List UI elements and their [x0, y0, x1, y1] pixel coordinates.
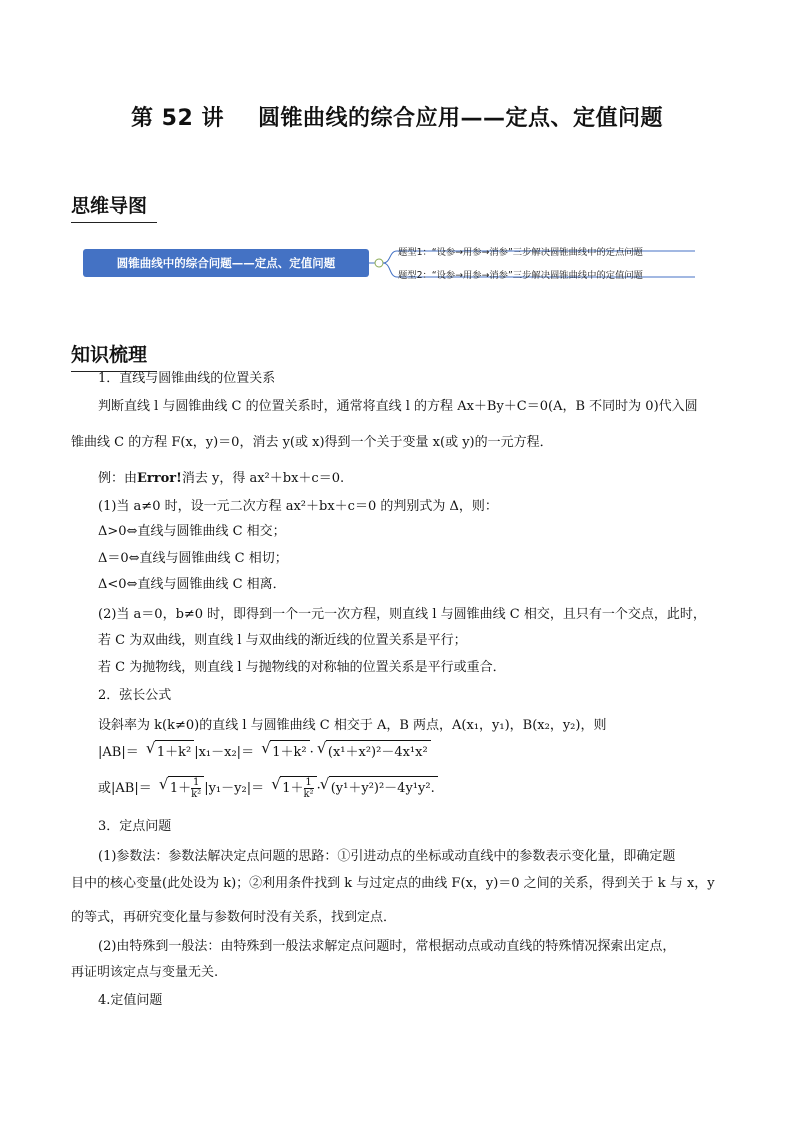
- lecture-topic: 圆锥曲线的综合应用——定点、定值问题: [257, 106, 663, 131]
- paragraph-1a: 判断直线 l 与圆锥曲线 C 的位置关系时，通常将直线 l 的方程 Ax＋By＋C＝0(A，B 不同时为 0)代入圆: [98, 399, 698, 414]
- section-mindmap: [71, 191, 147, 218]
- section-knowledge: [71, 340, 147, 367]
- paragraph-3c: 的等式，再研究变化量与参数何时没有关系，找到定点．: [71, 910, 397, 925]
- formula-1: |AB|＝ √ 1＋k² |x₁－x₂|＝ √ 1＋k² · √ (x¹＋x²)²－4x¹x²: [98, 740, 431, 765]
- mind-map: [83, 237, 703, 287]
- case-2b: 若 C 为抛物线，则直线 l 与抛物线的对称轴的位置关系是平行或重合．: [98, 660, 506, 675]
- case-1: (1)当 a≠0 时，设一元二次方程 ax²＋bx＋c＝0 的判别式为 Δ，则：: [98, 499, 498, 514]
- paragraph-2: 设斜率为 k(k≠0)的直线 l 与圆锥曲线 C 相交于 A，B 两点，A(x₁，y₁)，B(x₂，y₂)，则: [98, 718, 607, 733]
- heading-fixed-value: 4.定值问题: [98, 993, 163, 1008]
- mind-map-branch-1: 题型1：“设参→用参→消参”三步解决圆锥曲线中的定点问题: [398, 247, 643, 258]
- mind-map-branch-2: 题型2：“设参→用参→消参”三步解决圆锥曲线中的定值问题: [398, 270, 643, 281]
- mind-map-root: 圆锥曲线中的综合问题——定点、定值问题: [83, 249, 369, 277]
- paragraph-4a: (2)由特殊到一般法：由特殊到一般法求解定点问题时，常根据动点或动直线的特殊情况探索出定点，: [98, 939, 676, 954]
- paragraph-1b: 锥曲线 C 的方程 F(x，y)＝0，消去 y(或 x)得到一个关于变量 x(或 y)的一元方程．: [71, 435, 553, 450]
- section-mindmap-label: 思维导图: [71, 195, 148, 217]
- heading-chord-length: 2．弦长公式: [98, 688, 172, 703]
- section-knowledge-label: 知识梳理: [71, 344, 148, 366]
- heading-position-relation: 1．直线与圆锥曲线的位置关系: [98, 371, 276, 386]
- formula-2: 或|AB|＝ √ 1＋ $\frac{1}{\text{k²}}$ |y₁－y₂|＝ √ 1＋ $\frac{1}{\text{k²}}$ ·√ (y¹＋y²)²－4y¹y².: [98, 776, 438, 801]
- error-field: Error!: [137, 471, 182, 486]
- case-1a: Δ>0⇔直线与圆锥曲线 C 相交；: [98, 524, 286, 539]
- lecture-number: 第 52 讲: [131, 106, 224, 131]
- case-1c: Δ<0⇔直线与圆锥曲线 C 相离．: [98, 577, 286, 592]
- page-title: [0, 101, 794, 132]
- paragraph-4b: 再证明该定点与变量无关.: [71, 965, 219, 980]
- case-1b: Δ＝0⇔直线与圆锥曲线 C 相切；: [98, 551, 288, 566]
- paragraph-3a: (1)参数法：参数法解决定点问题的思路：①引进动点的坐标或动直线中的参数表示变化量，即确定题: [98, 849, 676, 864]
- heading-fixed-point: 3．定点问题: [98, 819, 172, 834]
- case-2a: 若 C 为双曲线，则直线 l 与双曲线的渐近线的位置关系是平行；: [98, 633, 467, 648]
- example-line: 例：由Error!消去 y，得 ax²＋bx＋c＝0.: [98, 471, 345, 486]
- paragraph-3b: 目中的核心变量(此处设为 k)；②利用条件找到 k 与过定点的曲线 F(x，y)＝0 之间的关系，得到关于 k 与 x，y: [71, 876, 715, 891]
- case-2: (2)当 a＝0，b≠0 时，即得到一个一元一次方程，则直线 l 与圆锥曲线 C 相交，且只有一个交点，此时，: [98, 607, 706, 622]
